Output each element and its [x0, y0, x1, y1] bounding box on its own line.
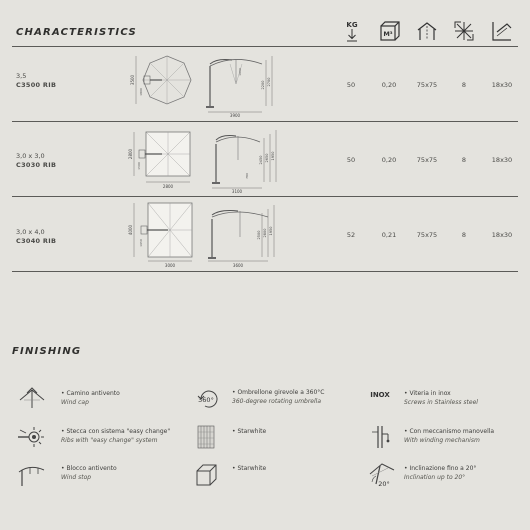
finishing-item [61, 427, 170, 445]
finishing-item [404, 389, 478, 407]
finishing-item-it: • Starwhite [232, 465, 267, 472]
tilt-20-icon [366, 462, 398, 488]
plan-dim-inner: 1650 [139, 239, 143, 247]
side-dim-h2: 2800 [263, 228, 267, 238]
cube-m3-label: M³ [383, 30, 393, 38]
product-size-label [16, 72, 56, 90]
finishing-item [404, 427, 494, 445]
finishing-item-en: Inclination up to 20° [404, 474, 466, 481]
side-dim-h3: 1000 [238, 68, 242, 76]
weight-kg-icon [339, 18, 365, 44]
side-view-drawing [208, 205, 274, 268]
plan-view-drawing [128, 203, 192, 268]
arm-value: 18x30 [491, 231, 513, 239]
row-divider [12, 271, 518, 272]
plan-view-drawing [130, 56, 191, 104]
side-view-drawing [212, 130, 276, 194]
pole-value: 75x75 [416, 231, 438, 239]
crank-mechanism-icon [366, 424, 398, 450]
side-dim-h3: 1950 [271, 151, 275, 161]
product-drawings [122, 126, 282, 194]
finishing-item-it: • Camino antivento [61, 390, 120, 397]
weight-value: 50 [346, 156, 356, 164]
product-row [0, 197, 530, 271]
plan-dim-side: 3500 [130, 74, 135, 86]
finishing-item-it: • Inclinazione fino a 20° [404, 465, 477, 472]
product-code: C3040 RIB [16, 237, 57, 245]
ribs-value: 8 [461, 231, 467, 239]
finishing-item-it: • Stecca con sistema "easy change" [61, 428, 171, 435]
ribs-count-icon [451, 18, 477, 44]
side-dim-h1: 2500 [257, 230, 261, 240]
product-size: 3,0 x 4,0 [16, 228, 45, 236]
volume-value: 0,20 [381, 156, 397, 164]
side-dim-width: 3600 [232, 263, 244, 268]
plan-dim-side-v: 4000 [128, 224, 133, 236]
product-size: 3,0 x 3,0 [16, 152, 45, 160]
tilt-20-label: 20° [378, 480, 390, 488]
inox-icon [366, 386, 398, 412]
finishing-item-en: With winding mechanism [404, 437, 480, 444]
product-row [0, 46, 530, 121]
finishing-item-en: Wind cap [61, 399, 89, 406]
volume-value: 0,21 [381, 231, 397, 239]
arm-value: 18x30 [491, 156, 513, 164]
volume-value: 0,20 [381, 81, 397, 89]
finishing-item-it: • Ombrellone girevole a 360°C [232, 389, 325, 396]
rotation-360-label: 360° [198, 396, 214, 404]
plan-dim-inner: 1500 [137, 162, 141, 170]
arm-section-icon [489, 18, 515, 44]
weight-value: 50 [346, 81, 356, 89]
pole-value: 75x75 [416, 156, 438, 164]
cube-m3-icon [376, 18, 402, 44]
finishing-item [232, 388, 324, 406]
wind-stop-icon [16, 462, 48, 488]
finishing-item [404, 464, 476, 482]
finishing-item-it: • Blocco antivento [61, 465, 117, 472]
product-row [0, 122, 530, 196]
plan-view-drawing [128, 132, 190, 189]
product-drawings [122, 199, 282, 269]
weight-kg-label: KG [346, 21, 358, 29]
product-code: C3500 RIB [16, 81, 57, 89]
side-dim-h2: 2650 [265, 153, 269, 163]
finishing-title: FINISHING [12, 346, 82, 357]
finishing-item [61, 464, 117, 482]
side-dim-h1: 2450 [259, 155, 263, 165]
easy-change-ribs-icon [16, 424, 48, 450]
plan-dim-side-h: 3000 [164, 263, 176, 268]
finishing-item-it: • Con meccanismo manovella [404, 428, 495, 435]
finishing-item-it: • Starwhite [232, 428, 267, 435]
product-size: 3,5 [16, 72, 27, 80]
plan-dim-side-v: 2800 [128, 148, 133, 160]
finishing-item-en: 360-degree rotating umbrella [232, 398, 322, 405]
plan-dim-side-h: 2800 [162, 184, 174, 189]
starwhite-fabric-icon [194, 424, 226, 450]
side-dim-h4: 780 [245, 173, 249, 179]
rotation-360-icon [192, 386, 224, 412]
side-dim-h1: 2200 [261, 80, 265, 90]
side-view-drawing [206, 56, 272, 118]
side-dim-width: 3900 [229, 113, 241, 118]
side-dim-h2: 2700 [267, 77, 271, 87]
side-dim-h3: 1950 [269, 226, 273, 236]
arm-value: 18x30 [491, 81, 513, 89]
pole-value: 75x75 [416, 81, 438, 89]
product-drawings [122, 50, 282, 118]
finishing-item [232, 464, 266, 473]
product-size-label [16, 228, 56, 246]
finishing-item [232, 427, 266, 436]
product-size-label [16, 152, 56, 170]
finishing-item-en: Ribs with "easy change" system [61, 437, 158, 444]
finishing-item-en: Screws in Stainless steel [404, 399, 478, 406]
ribs-value: 8 [461, 81, 467, 89]
starwhite-box-icon [194, 462, 226, 488]
inox-label: INOX [370, 391, 390, 399]
side-dim-width: 3100 [231, 189, 243, 194]
wind-cap-icon [16, 384, 48, 410]
ribs-value: 8 [461, 156, 467, 164]
plan-dim-inner: 1800 [139, 88, 143, 96]
characteristics-title: CHARACTERISTICS [16, 27, 137, 38]
pole-section-icon [414, 18, 440, 44]
weight-value: 52 [346, 231, 356, 239]
finishing-item [61, 389, 120, 407]
product-code: C3030 RIB [16, 161, 57, 169]
finishing-item-it: • Viteria in inox [404, 390, 451, 397]
finishing-item-en: Wind stop [61, 474, 92, 481]
